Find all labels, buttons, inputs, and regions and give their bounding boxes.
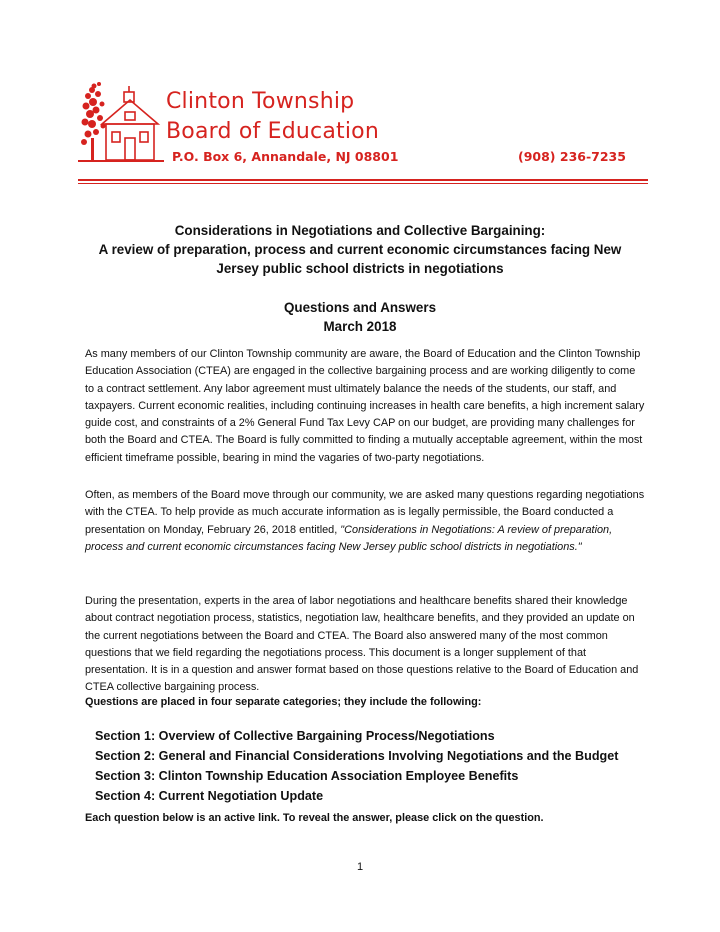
presentation-paragraph-text: Often, as members of the Board move through our community, we are asked many questions regarding negotiations with the CTEA. To help provide as much accurate information as is legally permissible, the Board conducted a presentation on Monday, February 26, 2018 entitled, <box>85 489 645 536</box>
title-line1: Considerations in Negotiations and Collective Bargaining: <box>174 223 546 238</box>
title-line3: Jersey public school districts in negotiations <box>216 261 504 276</box>
letterhead <box>78 78 648 188</box>
intro-paragraph: As many members of our Clinton Township community are aware, the Board of Education and the Clinton Township Education Association (CTEA) are engaged in the collective bargaining process and are working diligently to come to a contract settlement. Any labor agreement must ultimately balance the needs of the students, our staff, and taxpayers. Current economic realities, including continuing increases in health care benefits, a high increment salary guide cost, and constraints of a 2% General Fund Tax Levy CAP on our budget, are providing many challenges for both the Board and CTEA. The Board is fully committed to finding a mutually acceptable agreement, within the most efficient timeframe possible, bearing in mind the vagaries of two-party negotiations. <box>85 348 645 464</box>
active-link-note: Each question below is an active link. To reveal the answer, please click on the question. <box>85 812 544 824</box>
subtitle-date: March 2018 <box>323 319 397 334</box>
title-line2: A review of preparation, process and current economic circumstances facing New <box>98 242 622 257</box>
letterhead-rule <box>78 179 648 181</box>
org-name-line2: Board of Education <box>166 119 379 144</box>
presentation-details-paragraph: During the presentation, experts in the area of labor negotiations and healthcare benefits shared their knowledge about contract negotiation process, statistics, negotiation law, healthcare benefits, and they provided an update on the current negotiations between the Board and CTEA. The Board also answered many of the most common questions that we field regarding the negotiations process. This document is a longer supplement of that presentation. It is in a question and answer format based on those questions relative to the Board of Education and CTEA collective bargaining process. <box>85 595 639 694</box>
presentation-paragraph <box>85 487 645 556</box>
org-phone: (908) 236-7235 <box>518 149 626 164</box>
section-item-3[interactable]: Section 3: Clinton Township Education Association Employee Benefits <box>95 769 519 783</box>
subtitle-line1: Questions and Answers <box>283 300 437 315</box>
document-title <box>70 221 650 278</box>
org-name-line1: Clinton Township <box>166 89 355 114</box>
section-item-4[interactable]: Section 4: Current Negotiation Update <box>95 789 324 803</box>
org-address: P.O. Box 6, Annandale, NJ 08801 <box>172 149 399 164</box>
document-subtitle <box>70 298 650 336</box>
page-number: 1 <box>356 861 364 873</box>
letterhead-rule-thin <box>78 183 648 184</box>
schoolhouse-tree-icon <box>78 78 164 164</box>
section-item-1[interactable]: Section 1: Overview of Collective Bargaining Process/Negotiations <box>95 729 495 743</box>
section-item-2[interactable]: Section 2: General and Financial Considerations Involving Negotiations and the Budget <box>95 749 619 763</box>
section-list <box>95 726 618 806</box>
presentation-title-italic: "Considerations in Negotiations: A review of preparation, process and current economic circumstances facing New Jersey public school districts in negotiations." <box>85 523 613 553</box>
categories-intro: Questions are placed in four separate categories; they include the following: <box>85 696 482 708</box>
